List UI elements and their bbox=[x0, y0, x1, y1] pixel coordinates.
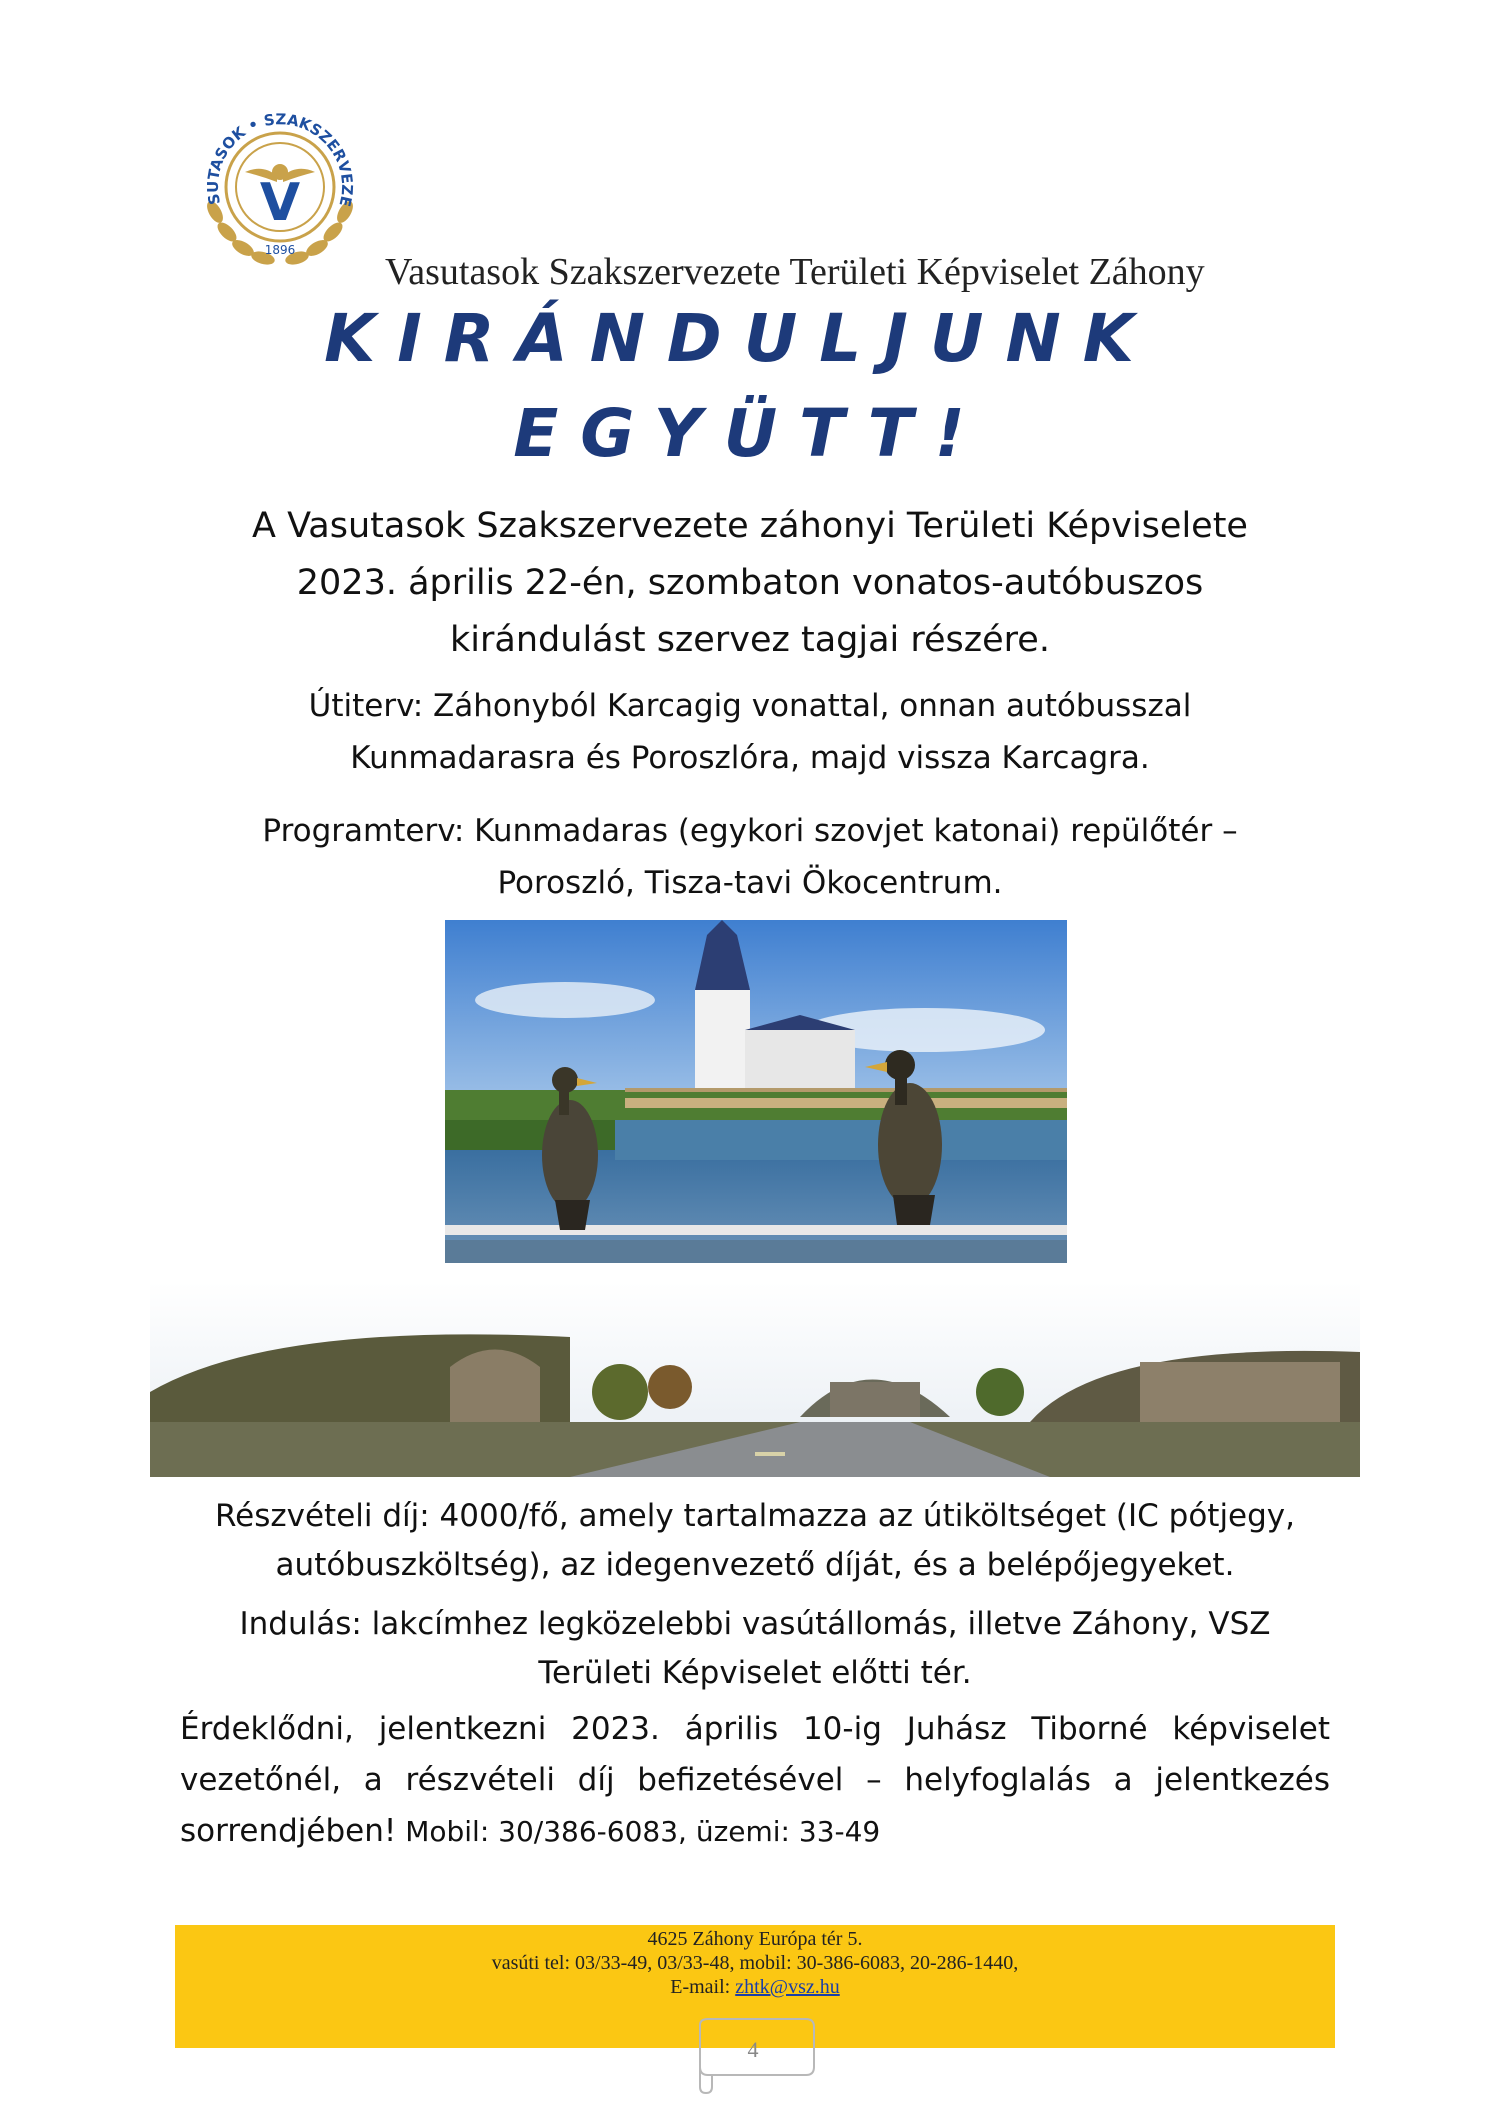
program-line: Programterv: Kunmadaras (egykori szovjet katonai) repülőtér – bbox=[262, 813, 1238, 849]
fee-line: Részvételi díj: 4000/fő, amely tartalmazza az útiköltséget (IC pótjegy, bbox=[214, 1498, 1296, 1534]
footer-email-row bbox=[175, 1975, 1335, 1999]
intro-line: kirándulást szervez tagjai részére. bbox=[450, 620, 1050, 660]
contact-phones: Mobil: 30/386-6083, üzemi: 33-49 bbox=[396, 1815, 881, 1848]
contact-line: vezetőnél, a részvételi díj befizetésével – helyfoglalás a jelentkezés bbox=[180, 1762, 1330, 1798]
itinerary-text bbox=[190, 680, 1310, 784]
ecocentre-photo bbox=[445, 920, 1067, 1263]
fee-text bbox=[180, 1492, 1330, 1590]
airfield-photo bbox=[150, 1282, 1360, 1477]
departure-text bbox=[180, 1600, 1330, 1698]
departure-line: Indulás: lakcímhez legközelebbi vasútállomás, illetve Záhony, VSZ bbox=[239, 1606, 1271, 1642]
program-line: Poroszló, Tisza-tavi Ökocentrum. bbox=[497, 865, 1003, 901]
contact-text bbox=[180, 1704, 1330, 1857]
union-logo bbox=[185, 92, 375, 282]
intro-text bbox=[190, 498, 1310, 669]
itinerary-line: Kunmadarasra és Poroszlóra, majd vissza Karcagra. bbox=[350, 740, 1150, 776]
footer-email-label: E-mail: bbox=[670, 1976, 736, 1998]
organization-header: Vasutasok Szakszervezete Területi Képviselet Záhony bbox=[385, 251, 1205, 293]
contact-line: Érdeklődni, jelentkezni 2023. április 10-ig Juhász Tiborné képviselet bbox=[180, 1711, 1330, 1747]
logo-letter: V bbox=[259, 173, 301, 233]
footer-address: 4625 Záhony Európa tér 5. bbox=[647, 1928, 863, 1950]
page-number: 4 bbox=[747, 2037, 759, 2062]
title-line-2: EGYÜTT! bbox=[513, 395, 987, 472]
footer-email-link[interactable]: zhtk@vsz.hu bbox=[735, 1976, 840, 1998]
program-text bbox=[190, 805, 1310, 909]
logo-arc-text: SUTASOK • SZAKSZERVEZE bbox=[203, 110, 357, 209]
contact-line-last bbox=[180, 1806, 1330, 1857]
logo-year: 1896 bbox=[264, 243, 296, 257]
footer-phones: vasúti tel: 03/33-49, 03/33-48, mobil: 30-386-6083, 20-286-1440, bbox=[491, 1952, 1019, 1974]
title-line-1: KIRÁNDULJUNK bbox=[324, 300, 1156, 377]
intro-line: 2023. április 22-én, szombaton vonatos-autóbuszos bbox=[296, 563, 1204, 603]
page-number-badge bbox=[688, 2015, 818, 2095]
departure-line: Területi Képviselet előtti tér. bbox=[538, 1655, 972, 1691]
fee-line: autóbuszköltség), az idegenvezető díját, és a belépőjegyeket. bbox=[275, 1547, 1235, 1583]
itinerary-line: Útiterv: Záhonyból Karcagig vonattal, onnan autóbusszal bbox=[308, 688, 1192, 724]
contact-closing: sorrendjében! bbox=[180, 1813, 397, 1849]
intro-line: A Vasutasok Szakszervezete záhonyi Területi Képviselete bbox=[252, 506, 1248, 546]
